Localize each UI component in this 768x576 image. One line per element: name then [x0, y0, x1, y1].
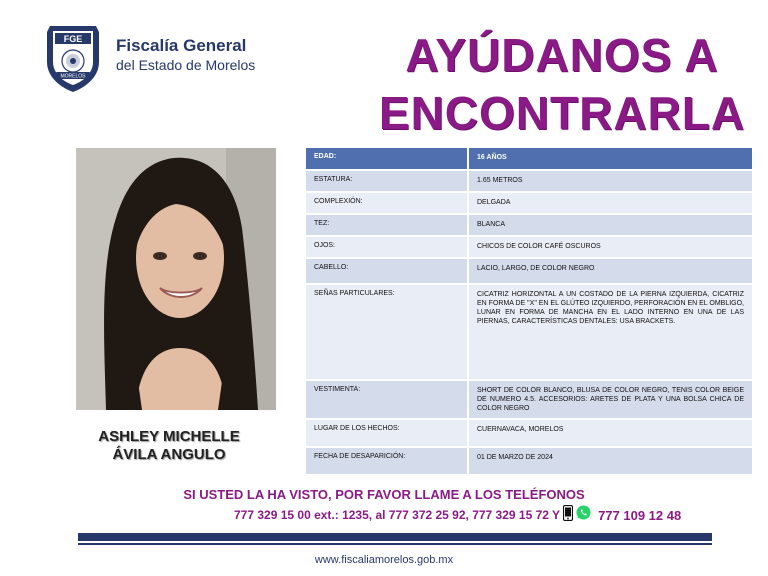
detail-value: BLANCA — [468, 214, 752, 236]
table-row — [306, 236, 752, 258]
detail-value: DELGADA — [468, 192, 752, 214]
person-name — [76, 428, 262, 464]
details-table — [306, 148, 752, 476]
table-row — [306, 214, 752, 236]
phone-list: 777 329 15 00 ext.: 1235, al 777 372 25 92, 777 329 15 72 Y — [234, 508, 561, 522]
table-row — [306, 447, 752, 475]
person-name-line-2: ÁVILA ANGULO — [112, 446, 226, 463]
detail-value: 1.65 METROS — [468, 170, 752, 192]
footer-rule-thick — [78, 533, 712, 541]
table-row — [306, 148, 752, 170]
detail-label: LUGAR DE LOS HECHOS: — [306, 419, 468, 447]
whatsapp-icon — [576, 505, 591, 525]
agency-block — [116, 36, 255, 73]
headline — [352, 26, 768, 142]
detail-label: CABELLO: — [306, 258, 468, 284]
logo-ribbon-text: MORELOS — [60, 73, 86, 80]
headline-line-1: AYÚDANOS A — [405, 29, 719, 81]
table-row — [306, 284, 752, 380]
logo-fge-text: FGE — [63, 34, 83, 44]
table-row — [306, 419, 752, 447]
detail-label: TEZ: — [306, 214, 468, 236]
detail-label: COMPLEXIÓN: — [306, 192, 468, 214]
fge-shield-logo — [44, 22, 102, 94]
whatsapp-number: 777 109 12 48 — [598, 507, 682, 523]
table-row — [306, 192, 752, 214]
website-link[interactable]: www.fiscaliamorelos.gob.mx — [314, 554, 454, 566]
headline-line-2: ENCONTRARLA — [378, 87, 746, 139]
detail-label: ESTATURA: — [306, 170, 468, 192]
detail-value: CICATRIZ HORIZONTAL A UN COSTADO DE LA PIERNA IZQUIERDA, CICATRIZ EN FORMA DE "X" EN EL GLÚTEO IZQUIERDO, PERFORACIÓN EN EL OMBLIGO, LUNAR EN FORMA DE MANCHA EN EL LADO INTERNO EN UNA DE LAS PIERNAS, CARACTERÍSTICAS DENTALES: USA BRACKETS. — [468, 284, 752, 380]
detail-label: FECHA DE DESAPARICIÓN: — [306, 447, 468, 475]
agency-subtitle: del Estado de Morelos — [116, 57, 256, 73]
footer-rule-thin — [78, 543, 712, 545]
detail-label: VESTIMENTA: — [306, 380, 468, 419]
missing-person-photo — [76, 148, 276, 410]
phone-numbers — [234, 505, 681, 525]
table-row — [306, 380, 752, 419]
call-to-action: SI USTED LA HA VISTO, POR FAVOR LLAME A LOS TELÉFONOS — [183, 487, 585, 502]
detail-label: SEÑAS PARTICULARES: — [306, 284, 468, 380]
table-row — [306, 258, 752, 284]
table-row — [306, 170, 752, 192]
detail-label: OJOS: — [306, 236, 468, 258]
detail-value: 01 DE MARZO DE 2024 — [468, 447, 752, 475]
detail-value: CHICOS DE COLOR CAFÉ OSCUROS — [468, 236, 752, 258]
detail-value: LACIO, LARGO, DE COLOR NEGRO — [468, 258, 752, 284]
detail-value: 16 AÑOS — [468, 148, 752, 170]
mobile-phone-icon — [563, 505, 573, 526]
detail-value: CUERNAVACA, MORELOS — [468, 419, 752, 447]
detail-label: EDAD: — [306, 148, 468, 170]
person-name-line-1: ASHLEY MICHELLE — [98, 428, 240, 445]
agency-name: Fiscalía General — [116, 36, 247, 55]
detail-value: SHORT DE COLOR BLANCO, BLUSA DE COLOR NEGRO, TENIS COLOR BEIGE DE NUMERO 4.5. ACCESORIOS: ARETES DE PLATA Y UNA BOLSA CHICA DE COLOR NEGRO — [468, 380, 752, 419]
